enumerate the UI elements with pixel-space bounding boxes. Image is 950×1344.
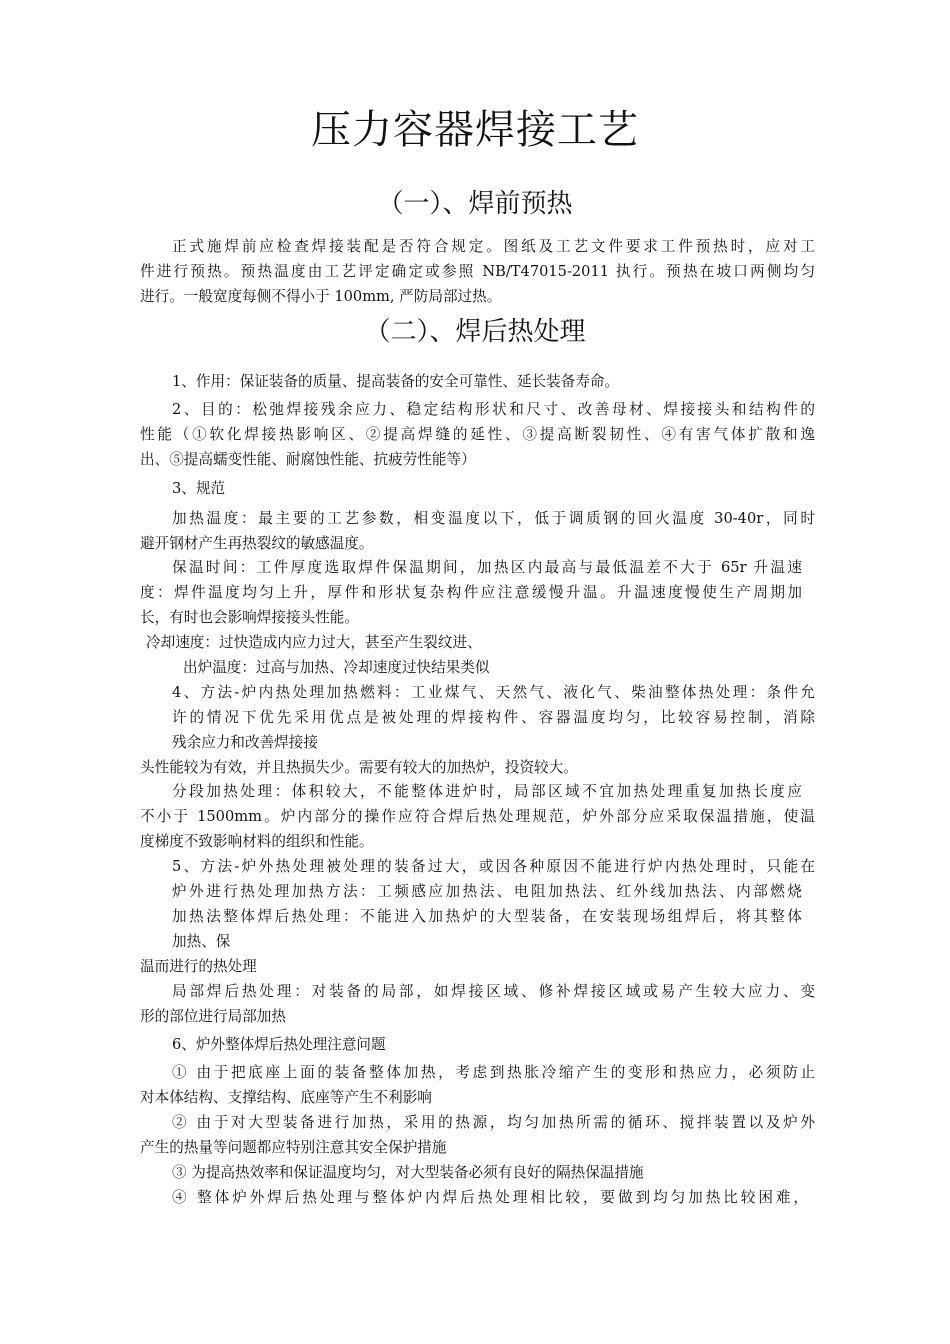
paragraph-line: ② 由于对大型装备进行加热，采用的热源，均匀加热所需的循环、搅拌装置以及炉外 [172,1114,815,1131]
paragraph-line: 性能（①软化焊接热影响区、②提高焊缝的延性、③提高断裂韧性、④有害气体扩散和逸 [140,426,815,443]
paragraph-line: 残余应力和改善焊接接 [172,734,318,751]
paragraph-line: 4、方法-炉内热处理加热燃料：工业煤气、天然气、液化气、柴油整体热处理：条件允 [172,684,815,701]
paragraph-line: 进行。一般宽度每侧不得小于 100mm, 严防局部过热。 [140,288,502,305]
paragraph-line: 度：焊件温度均匀上升，厚件和形状复杂构件应注意缓慢升温。升温速度慢使生产周期加 [140,584,802,601]
paragraph-line: 1、作用：保证装备的质量、提高装备的安全可靠性、延长装备寿命。 [172,373,620,390]
paragraph-line: 炉外进行热处理加热方法：工频感应加热法、电阻加热法、红外线加热法、内部燃烧 [172,883,802,900]
paragraph-line: 产生的热量等问题都应特别注意其安全保护措施 [140,1139,447,1156]
paragraph-line: 正式施焊前应检查焊接装配是否符合规定。图纸及工艺文件要求工件预热时，应对工 [172,238,815,255]
paragraph-line: 件进行预热。预热温度由工艺评定确定或参照 NB/T47015-2011 执行。预热在坡口两侧均匀 [140,263,815,280]
paragraph-line: ① 由于把底座上面的装备整体加热，考虑到热胀冷缩产生的变形和热应力，必须防止 [172,1064,815,1081]
paragraph-line: 分段加热处理：体积较大，不能整体进炉时，局部区域不宜加热处理重复加热长度应 [172,783,802,800]
paragraph-line: 加热法整体焊后热处理：不能进入加热炉的大型装备，在安装现场组焊后，将其整体 [172,908,802,925]
paragraph-line: 5、方法-炉外热处理被处理的装备过大，或因各种原因不能进行炉内热处理时，只能在 [172,858,815,875]
paragraph-line: 加热温度：最主要的工艺参数，相变温度以下，低于调质钢的回火温度 30-40r，同时 [172,510,815,527]
paragraph-line: ③ 为提高热效率和保证温度均匀，对大型装备必须有良好的隔热保温措施 [172,1164,644,1181]
paragraph-line: 不小于 1500mm。炉内部分的操作应符合焊后热处理规范，炉外部分应采取保温措施，使温 [140,808,815,825]
paragraph-line: ④ 整体炉外焊后热处理与整体炉内焊后热处理相比较，要做到均匀加热比较困难， [172,1189,808,1206]
paragraph-line: 出炉温度：过高与加热、冷却速度过快结果类似 [183,659,490,676]
document-title: 压力容器焊接工艺 [311,107,639,153]
paragraph-line: 长，有时也会影响焊接接头性能。 [140,609,359,626]
paragraph-line: 局部焊后热处理：对装备的局部，如焊接区域、修补焊接区域或易产生较大应力、变 [172,983,815,1000]
paragraph-line: 加热、保 [172,933,231,950]
paragraph-line: 许的情况下优先采用优点是被处理的焊接构件、容器温度均匀，比较容易控制，消除 [172,709,815,726]
section-heading-pwht: （二）、焊后热处理 [364,317,586,347]
paragraph-line: 2、目的：松弛焊接残余应力、稳定结构形状和尺寸、改善母材、焊接接头和结构件的 [172,401,815,418]
paragraph-line: 6、炉外整体焊后热处理注意问题 [172,1036,386,1053]
paragraph-line: 保温时间：工件厚度选取焊件保温期间，加热区内最高与最低温差不大于 65r 升温速 [172,559,802,576]
paragraph-line: 出、⑤提高蠕变性能、耐腐蚀性能、抗疲劳性能等） [140,451,476,468]
paragraph-line: 温而进行的热处理 [140,958,257,975]
paragraph-line: 形的部位进行局部加热 [140,1008,286,1025]
paragraph-line: 冷却速度：过快造成内应力过大，甚至产生裂纹进、 [146,634,482,651]
paragraph-line: 3、规范 [172,480,226,497]
paragraph-line: 头性能较为有效，并且热损失少。需要有较大的加热炉，投资较大。 [140,759,578,776]
section-heading-preheat: （一）、焊前预热 [377,189,573,219]
paragraph-line: 度梯度不致影响材料的组织和性能。 [140,833,374,850]
paragraph-line: 避开钢材产生再热裂纹的敏感温度。 [140,535,374,552]
paragraph-line: 对本体结构、支撑结构、底座等产生不利影响 [140,1089,432,1106]
